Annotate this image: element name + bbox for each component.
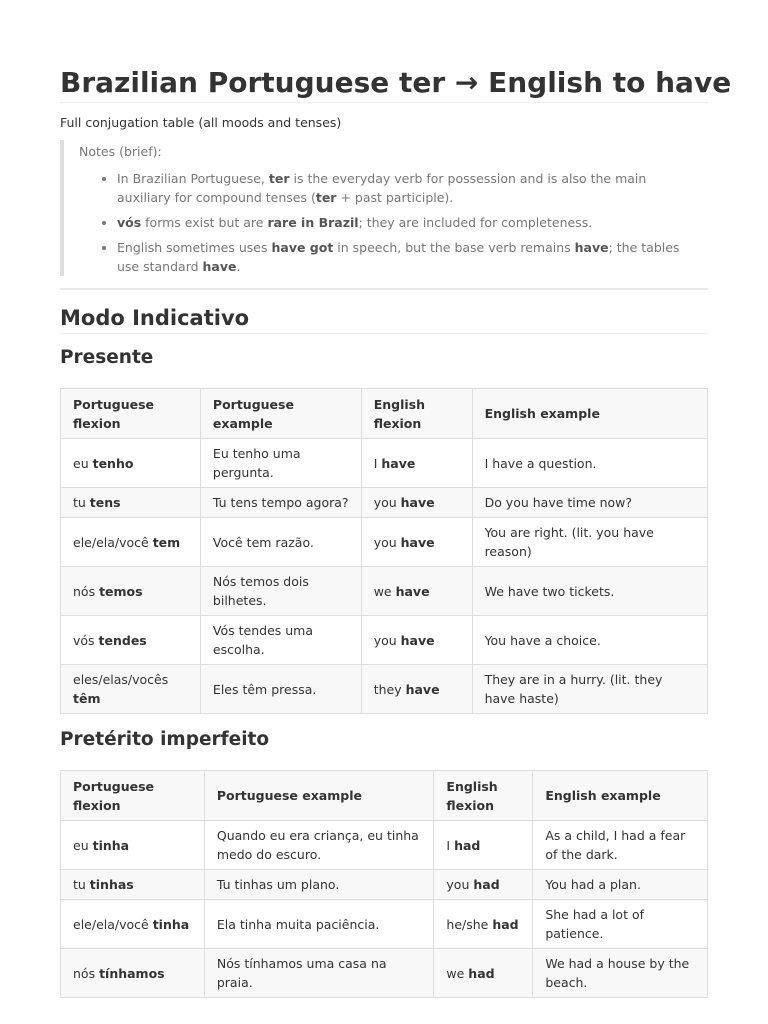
pt-flexion-cell — [61, 439, 201, 488]
en-flexion-cell — [434, 870, 533, 900]
en-flexion-cell — [361, 439, 472, 488]
note-text: In Brazilian Portuguese, — [117, 171, 269, 186]
pt-flexion-cell — [61, 665, 201, 714]
table-row — [61, 439, 708, 488]
imperfeito-table — [60, 770, 708, 998]
pt-example-cell: Quando eu era criança, eu tinha medo do escuro. — [204, 821, 434, 870]
table-row — [61, 949, 708, 998]
verb-form: have — [400, 495, 435, 510]
presente-table — [60, 388, 708, 714]
note-bold: have — [574, 240, 609, 255]
notes-list — [79, 169, 698, 276]
section-title: Modo Indicativo — [60, 304, 708, 334]
table-row — [61, 518, 708, 567]
note-bold: ter — [315, 190, 337, 205]
subtitle: Full conjugation table (all moods and tenses) — [60, 115, 342, 130]
verb-form: had — [468, 965, 495, 981]
pt-example-cell: Você tem razão. — [200, 518, 361, 567]
column-header: English example — [533, 771, 708, 821]
pronoun: tu — [73, 495, 90, 510]
pt-example-cell: Tu tinhas um plano. — [204, 870, 434, 900]
en-flexion-cell — [434, 900, 533, 949]
verb-form: tens — [89, 495, 121, 510]
pronoun: you — [373, 632, 401, 648]
note-text: is the everyday verb for possession and is also the main auxiliary for compound tenses ( — [117, 171, 647, 205]
verb-form: tínhamos — [99, 965, 165, 981]
en-flexion-cell — [361, 616, 472, 665]
notes-blockquote — [60, 140, 708, 276]
en-example-cell: We had a house by the beach. — [533, 949, 708, 998]
en-example-cell: You had a plan. — [533, 870, 708, 900]
verb-form: have — [395, 583, 430, 599]
verb-form: temos — [99, 583, 143, 599]
pronoun: you — [446, 877, 474, 892]
notes-title: Notes (brief): — [79, 144, 162, 159]
pt-example-cell: Nós temos dois bilhetes. — [200, 567, 361, 616]
pronoun: ele/ela/você — [73, 916, 153, 932]
table-row — [61, 616, 708, 665]
note-item — [117, 238, 698, 276]
note-bold: vós — [117, 215, 142, 230]
en-example-cell: You have a choice. — [472, 616, 707, 665]
table-row — [61, 821, 708, 870]
pronoun: eu — [73, 455, 93, 471]
note-text: English sometimes uses — [117, 240, 272, 255]
pt-flexion-cell — [61, 567, 201, 616]
pt-flexion-cell — [61, 616, 201, 665]
pronoun: you — [373, 495, 401, 510]
pronoun: he/she — [446, 916, 493, 932]
table-header-row — [61, 771, 708, 821]
note-text: ; they are included for completeness. — [358, 215, 593, 230]
pronoun: nós — [73, 965, 100, 981]
pronoun: you — [373, 534, 401, 550]
pt-example-cell: Nós tínhamos uma casa na praia. — [204, 949, 434, 998]
table-header-row — [61, 389, 708, 439]
pronoun: they — [373, 681, 406, 697]
pt-flexion-cell — [61, 488, 201, 518]
verb-form: had — [454, 837, 481, 853]
verb-form: had — [473, 877, 500, 892]
note-bold: have — [202, 259, 237, 274]
note-item — [117, 213, 698, 232]
pronoun: we — [373, 583, 396, 599]
table-row — [61, 488, 708, 518]
table-row — [61, 870, 708, 900]
verb-form: tenho — [92, 455, 134, 471]
pronoun: tu — [73, 877, 90, 892]
divider — [60, 288, 708, 290]
verb-form: tinhas — [89, 877, 134, 892]
en-example-cell: We have two tickets. — [472, 567, 707, 616]
verb-form: had — [492, 916, 519, 932]
pronoun: eles/elas/vocês — [73, 672, 169, 687]
en-flexion-cell — [361, 665, 472, 714]
table-row — [61, 900, 708, 949]
column-header: English example — [472, 389, 707, 439]
pt-example-cell: Eu tenho uma pergunta. — [200, 439, 361, 488]
pt-example-cell: Vós tendes uma escolha. — [200, 616, 361, 665]
column-header: Portuguese flexion — [61, 771, 205, 821]
note-text: ; the tables use standard — [117, 240, 680, 274]
en-example-cell: I have a question. — [472, 439, 707, 488]
en-example-cell: She had a lot of patience. — [533, 900, 708, 949]
note-text: forms exist but are — [141, 215, 268, 230]
pt-flexion-cell — [61, 870, 205, 900]
verb-form: have — [381, 455, 416, 471]
verb-form: tendes — [98, 632, 147, 648]
imperfeito-title: Pretérito imperfeito — [60, 729, 270, 750]
column-header: Portuguese example — [204, 771, 434, 821]
pt-example-cell: Tu tens tempo agora? — [200, 488, 361, 518]
note-bold: ter — [268, 171, 290, 186]
table-row — [61, 567, 708, 616]
verb-form: tinha — [92, 837, 130, 853]
en-flexion-cell — [434, 949, 533, 998]
pronoun: we — [446, 965, 469, 981]
column-header: Portuguese flexion — [61, 389, 201, 439]
column-header: English flexion — [361, 389, 472, 439]
en-flexion-cell — [361, 518, 472, 567]
en-flexion-cell — [361, 567, 472, 616]
pronoun: ele/ela/você — [73, 534, 153, 550]
verb-form: tinha — [152, 916, 190, 932]
note-bold: have got — [271, 240, 334, 255]
verb-form: have — [405, 681, 440, 697]
page-title: Brazilian Portuguese ter → English to have — [60, 0, 708, 103]
pt-example-cell: Eles têm pressa. — [200, 665, 361, 714]
pt-flexion-cell — [61, 821, 205, 870]
column-header: Portuguese example — [200, 389, 361, 439]
pronoun: eu — [73, 837, 93, 853]
en-example-cell: Do you have time now? — [472, 488, 707, 518]
note-bold: rare in Brazil — [267, 215, 359, 230]
verb-form: têm — [73, 691, 101, 706]
en-flexion-cell — [434, 821, 533, 870]
pronoun: I — [373, 455, 382, 471]
en-example-cell: They are in a hurry. (lit. they have haste) — [472, 665, 707, 714]
en-example-cell: As a child, I had a fear of the dark. — [533, 821, 708, 870]
pt-flexion-cell — [61, 900, 205, 949]
column-header: English flexion — [434, 771, 533, 821]
pronoun: nós — [73, 583, 100, 599]
en-flexion-cell — [361, 488, 472, 518]
en-example-cell: You are right. (lit. you have reason) — [472, 518, 707, 567]
table-row — [61, 665, 708, 714]
verb-form: have — [400, 632, 435, 648]
presente-title: Presente — [60, 347, 154, 368]
note-text: in speech, but the base verb remains — [333, 240, 575, 255]
note-text: . — [236, 259, 241, 274]
pt-flexion-cell — [61, 518, 201, 567]
note-text: + past participle). — [336, 190, 454, 205]
verb-form: tem — [152, 534, 181, 550]
pt-example-cell: Ela tinha muita paciência. — [204, 900, 434, 949]
note-item — [117, 169, 698, 207]
pronoun: I — [446, 837, 455, 853]
pt-flexion-cell — [61, 949, 205, 998]
verb-form: have — [400, 534, 435, 550]
pronoun: vós — [73, 632, 99, 648]
